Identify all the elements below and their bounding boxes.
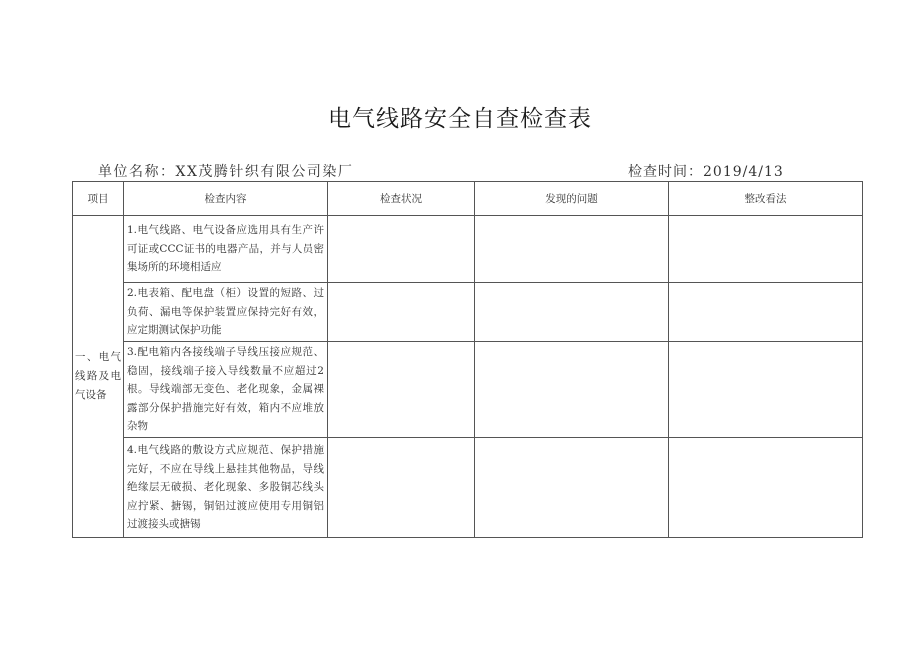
problems-cell[interactable]	[475, 438, 669, 538]
status-cell[interactable]	[328, 283, 475, 342]
check-content: 4.电气线路的敷设方式应规范、保护措施完好，不应在导线上悬挂其他物品，导线绝缘层无破损、老化现象、多股铜芯线头应拧紧、搪锡，铜铝过渡应使用专用铜铝过渡接头或搪锡	[124, 438, 328, 538]
rectification-cell[interactable]	[669, 438, 863, 538]
problems-cell[interactable]	[475, 342, 669, 438]
unit-name: 单位名称：XX茂腾针织有限公司染厂	[98, 164, 354, 180]
status-cell[interactable]	[328, 342, 475, 438]
table-header-row	[73, 182, 863, 216]
check-content: 2.电表箱、配电盘（柜）设置的短路、过负荷、漏电等保护装置应保持完好有效，应定期测试保护功能	[124, 283, 328, 342]
header-rectification: 整改看法	[669, 182, 863, 216]
table-row	[73, 283, 863, 342]
inspection-date: 检查时间：2019/4/13	[628, 164, 784, 180]
problems-cell[interactable]	[475, 283, 669, 342]
table-row	[73, 438, 863, 538]
table-row	[73, 342, 863, 438]
header-item: 项目	[73, 182, 124, 216]
check-content: 1.电气线路、电气设备应选用具有生产许可证或CCC证书的电器产品，并与人员密集场所的环境相适应	[124, 216, 328, 283]
table-row	[73, 216, 863, 283]
rectification-cell[interactable]	[669, 283, 863, 342]
header-content: 检查内容	[124, 182, 328, 216]
check-content: 3.配电箱内各接线端子导线压接应规范、稳固，接线端子接入导线数量不应超过2根。导线端部无变色、老化现象，金属裸露部分保护措施完好有效，箱内不应堆放杂物	[124, 342, 328, 438]
category-cell: 一、电气线路及电气设备	[73, 216, 124, 538]
status-cell[interactable]	[328, 216, 475, 283]
header-status: 检查状况	[328, 182, 475, 216]
document-title: 电气线路安全自查检查表	[328, 106, 592, 132]
inspection-table	[72, 181, 863, 538]
rectification-cell[interactable]	[669, 342, 863, 438]
problems-cell[interactable]	[475, 216, 669, 283]
rectification-cell[interactable]	[669, 216, 863, 283]
status-cell[interactable]	[328, 438, 475, 538]
header-problems: 发现的问题	[475, 182, 669, 216]
